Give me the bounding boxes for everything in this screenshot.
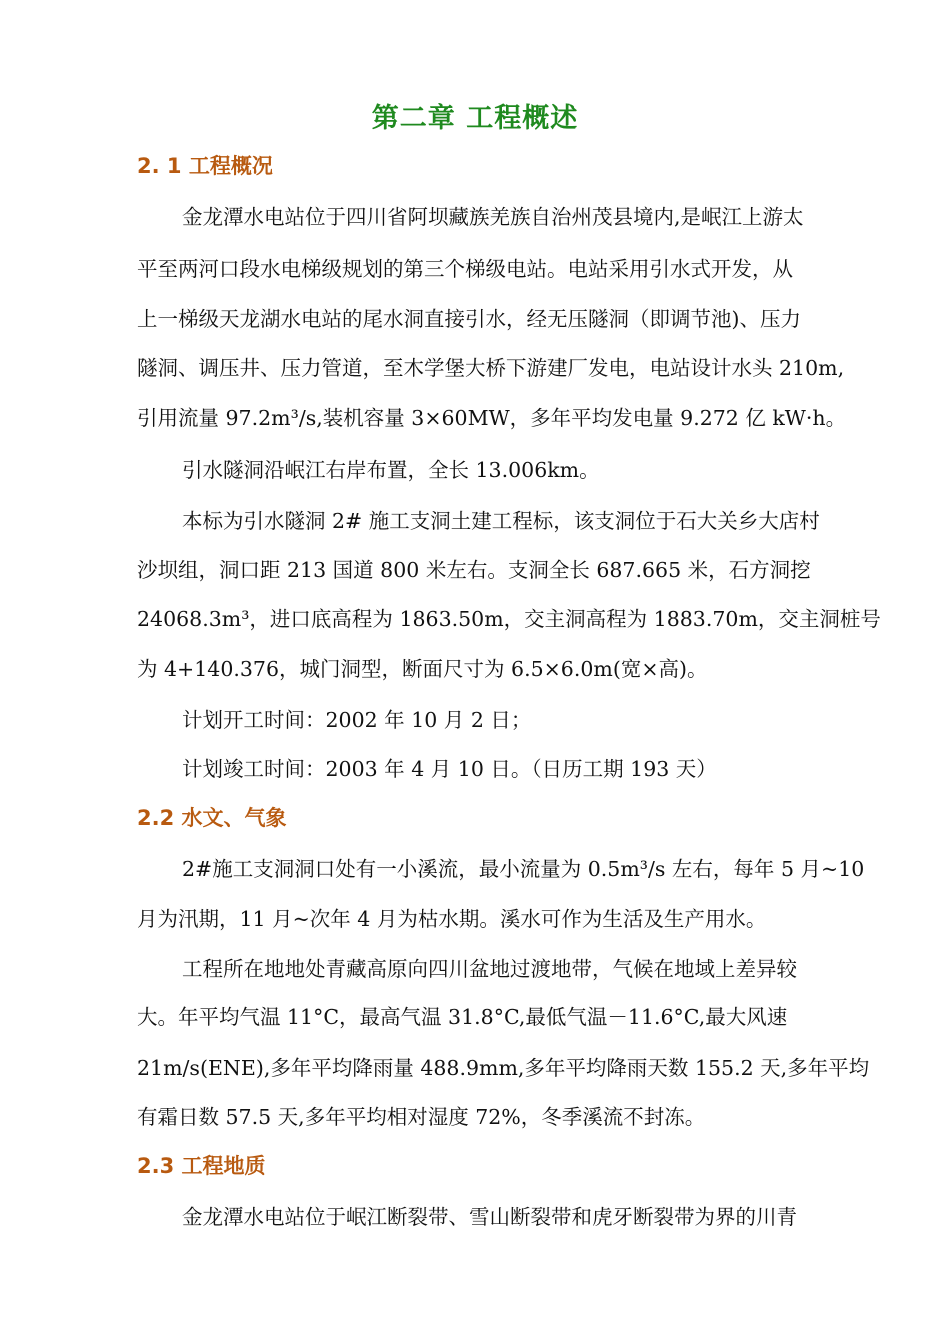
text-line: 2#施工支洞洞口处有一小溪流，最小流量为 0.5m³/s 左右，每年 5 月~10 (182, 857, 865, 881)
section-heading-2-3: 2.3 工程地质 (137, 1154, 266, 1178)
paragraph-tunnel: 引水隧洞沿岷江右岸布置，全长 13.006km。 (182, 458, 600, 482)
text-line: 引用流量 97.2m³/s,装机容量 3×60MW，多年平均发电量 9.272 亿 kW·h。 (137, 406, 847, 430)
chapter-title: 第二章 工程概述 (371, 103, 579, 134)
text-line: 上一梯级天龙湖水电站的尾水洞直接引水，经无压隧洞（即调节池)、压力 (137, 307, 801, 331)
text-line: 隧洞、调压井、压力管道，至木学堡大桥下游建厂发电，电站设计水头 210m, (137, 356, 845, 380)
paragraph-geology: 金龙潭水电站位于岷江断裂带、雪山断裂带和虎牙断裂带为界的川青 (182, 1205, 797, 1229)
paragraph-end-date: 计划竣工时间：2003 年 4 月 10 日。（日历工期 193 天） (182, 757, 717, 781)
text-line: 大。年平均气温 11°C，最高气温 31.8°C,最低气温－11.6°C,最大风速 (137, 1005, 788, 1029)
text-line: 金龙潭水电站位于四川省阿坝藏族羌族自治州茂县境内,是岷江上游太 (182, 205, 804, 229)
text-line: 为 4+140.376，城门洞型，断面尺寸为 6.5×6.0m(宽×高)。 (137, 657, 708, 681)
text-line: 本标为引水隧洞 2# 施工支洞土建工程标，该支洞位于石大关乡大店村 (182, 509, 820, 533)
section-heading-2-1: 2. 1 工程概况 (137, 154, 273, 178)
text-line: 沙坝组，洞口距 213 国道 800 米左右。支洞全长 687.665 米，石方洞挖 (137, 558, 811, 582)
text-line: 平至两河口段水电梯级规划的第三个梯级电站。电站采用引水式开发，从 (137, 257, 793, 281)
text-line: 月为汛期，11 月~次年 4 月为枯水期。溪水可作为生活及生产用水。 (137, 907, 767, 931)
text-line: 24068.3m³，进口底高程为 1863.50m，交主洞高程为 1883.70m，交主洞桩号 (137, 607, 881, 631)
text-line: 工程所在地地处青藏高原向四川盆地过渡地带，气候在地域上差异较 (182, 957, 797, 981)
paragraph-start-date: 计划开工时间：2002 年 10 月 2 日； (182, 708, 532, 732)
section-heading-2-2: 2.2 水文、气象 (137, 806, 287, 830)
text-line: 有霜日数 57.5 天,多年平均相对湿度 72%，冬季溪流不封冻。 (137, 1105, 706, 1129)
text-line: 21m/s(ENE),多年平均降雨量 488.9mm,多年平均降雨天数 155.2 天,多年平均 (137, 1056, 870, 1080)
